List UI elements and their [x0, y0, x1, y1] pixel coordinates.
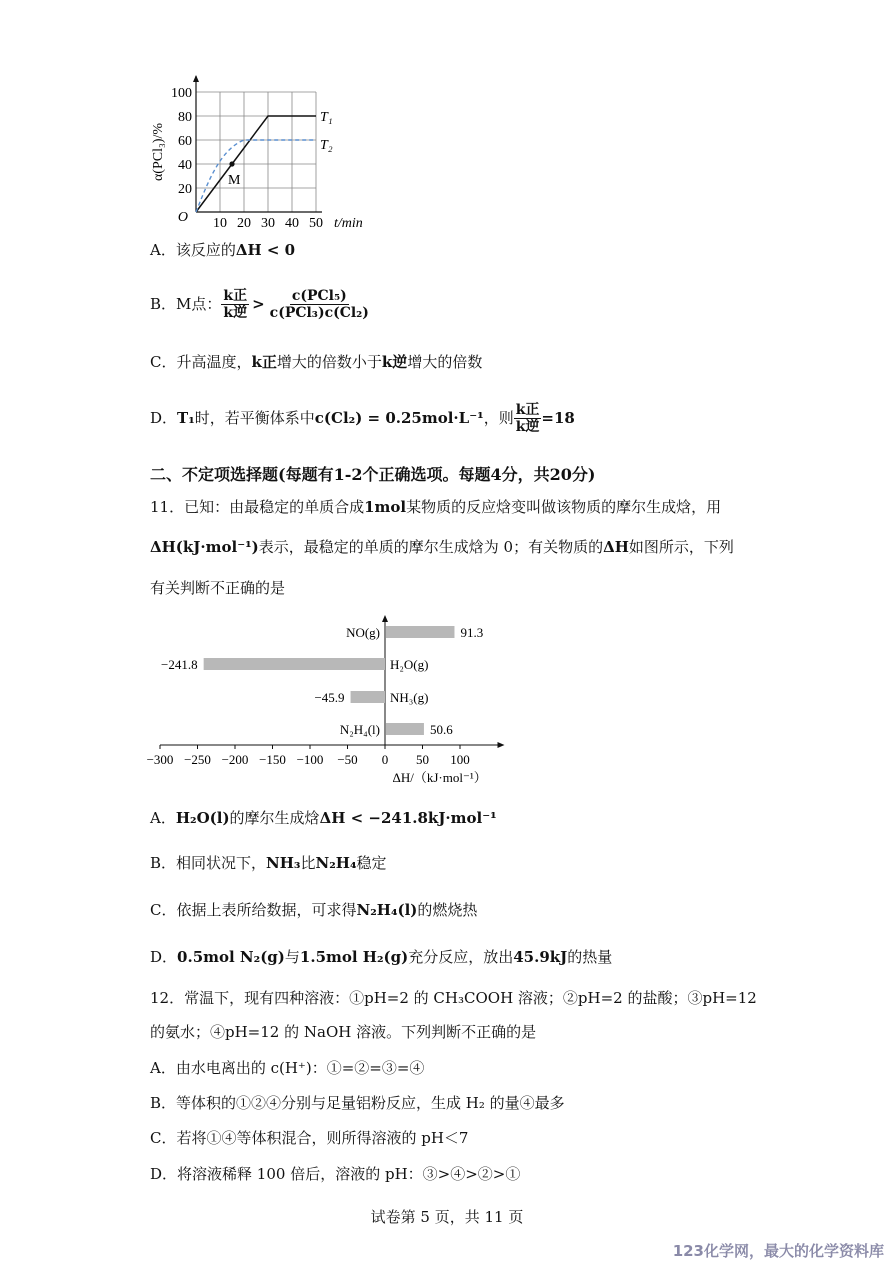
x-tick-label: −50: [337, 752, 358, 767]
value-label: −45.9: [314, 690, 345, 705]
value-label: 91.3: [460, 625, 484, 640]
q10-c-text: C．升高温度，: [150, 353, 252, 371]
q10-a-formula: ΔH < 0: [235, 241, 296, 259]
q11-b-f2: N₂H₄: [315, 854, 357, 872]
q11-option-d[interactable]: [150, 947, 612, 967]
bar-1: [204, 658, 385, 670]
q11-b-suffix: 稳定: [356, 854, 387, 872]
q11-stem-line2: ΔH(kJ·mol⁻¹)表示，最稳定的单质的摩尔生成焓为 0；有关物质的ΔH如图所示，下列: [150, 538, 734, 556]
q10-d-conc: c(Cl₂) = 0.25mol·L⁻¹: [314, 409, 484, 427]
category-label: H₂O(g): [390, 657, 429, 672]
x-axis-arrow: [498, 742, 505, 748]
category-label: NH₃(g): [390, 690, 429, 705]
q10-d-mid: 时，若平衡体系中: [194, 409, 315, 427]
q10-a-text: A．该反应的: [150, 241, 236, 259]
q11-b-prefix: B．相同状况下，: [150, 854, 267, 872]
bar-3: [386, 723, 424, 735]
x-tick-label: 40: [285, 216, 299, 231]
q10-option-a[interactable]: [150, 240, 295, 260]
q10-b-rhs-fraction: $\frac{\text{c(PCl₅)}}{\text{c(PCl₃)c(Cl₂)}}$: [269, 287, 369, 321]
q10-d-prefix: D．: [150, 409, 178, 427]
q10-c-k1: k正: [251, 353, 277, 371]
q11-stem-line1: 11．已知：由最稳定的单质合成1mol某物质的反应焓变叫做该物质的摩尔生成焓，用: [150, 498, 722, 516]
category-label: N₂H₄(l): [339, 722, 380, 737]
bar-0: [386, 626, 454, 638]
series-t2-label: T₂: [320, 138, 333, 153]
value-label: 50.6: [429, 722, 453, 737]
point-m: [229, 161, 234, 166]
q11-option-c[interactable]: [150, 900, 477, 920]
x-tick-label: −250: [184, 752, 211, 767]
category-label: NO(g): [346, 625, 380, 640]
q11-stem-line3: 有关判断不正确的是: [150, 579, 286, 597]
x-tick-label: 50: [309, 216, 323, 231]
q10-d-fraction: $\frac{\text{k正}}{\text{k逆}}$: [515, 401, 540, 435]
watermark: 123化学网，最大的化学资料库: [672, 1242, 884, 1260]
q11-d-f1: 0.5mol N₂(g): [177, 948, 285, 966]
q11-d-suffix: 的热量: [567, 948, 613, 966]
q10-c-k2: k逆: [381, 353, 408, 371]
q12-option-a[interactable]: A．由水电离出的 c(H⁺)：①=②=③=④: [150, 1059, 425, 1077]
q10-c-suffix: 增大的倍数: [407, 353, 483, 371]
y-axis-arrow: [382, 615, 388, 622]
q11-c-suffix: 的燃烧热: [417, 901, 478, 919]
q11-a-f1: H₂O(l): [175, 809, 230, 827]
q12-option-b[interactable]: B．等体积的①②④分别与足量铝粉反应，生成 H₂ 的量④最多: [150, 1094, 565, 1112]
q11-b-f1: NH₃: [266, 854, 301, 872]
x-tick-label: 20: [237, 216, 251, 231]
x-axis-label: t/min: [334, 216, 363, 231]
series-t2-line: [196, 140, 316, 212]
y-tick-label: 20: [178, 182, 192, 197]
q10-c-mid: 增大的倍数小于: [276, 353, 382, 371]
x-tick-label: 100: [450, 752, 470, 767]
q11-d-mid2: 充分反应，放出: [408, 948, 514, 966]
x-tick-label: 0: [381, 752, 389, 767]
q10-d-eq: =18: [541, 409, 575, 427]
x-tick-label: −100: [296, 752, 324, 767]
q11-d-f2: 1.5mol H₂(g): [299, 948, 409, 966]
x-tick-label: 50: [416, 752, 429, 767]
q10-option-b[interactable]: [150, 282, 371, 326]
q12-option-c[interactable]: C．若将①④等体积混合，则所得溶液的 pH＜7: [150, 1129, 469, 1147]
q10-d-t1: T₁: [177, 409, 195, 427]
q10-d-mid2: ，则: [483, 409, 514, 427]
q11-c-prefix: C．依据上表所给数据，可求得: [150, 901, 357, 919]
q11-a-mid: 的摩尔生成焓: [229, 809, 320, 827]
y-tick-label: 40: [178, 158, 192, 173]
q10-b-operator: >: [252, 295, 265, 313]
series-t1-label: T₁: [320, 110, 333, 125]
x-tick-label: 10: [213, 216, 227, 231]
y-tick-label: 80: [178, 110, 192, 125]
q10-b-lhs-fraction: $\frac{\text{k正}}{\text{k逆}}$: [223, 287, 248, 321]
enthalpy-bar-chart: [140, 612, 540, 787]
y-axis-arrow: [193, 75, 199, 82]
x-tick-label: −300: [146, 752, 174, 767]
point-m-label: M: [228, 173, 241, 188]
x-tick-label: −150: [259, 752, 286, 767]
q11-a-f2: ΔH < −241.8kJ·mol⁻¹: [319, 809, 497, 827]
bar-2: [351, 691, 385, 703]
y-axis-label: α(PCl₃)/%: [151, 122, 166, 182]
q11-a-prefix: A．: [150, 809, 176, 827]
q12-stem-line1: 12．常温下，现有四种溶液：①pH=2 的 CH₃COOH 溶液；②pH=2 的盐酸；③pH=12: [150, 989, 757, 1007]
q11-d-f3: 45.9kJ: [513, 948, 568, 966]
q12-stem-line2: 的氨水；④pH=12 的 NaOH 溶液。下列判断不正确的是: [150, 1023, 537, 1041]
x-tick-label: 30: [261, 216, 275, 231]
section-heading: 二、不定项选择题(每题有1-2个正确选项。每题4分，共20分): [150, 465, 596, 484]
q10-b-text: B．M点：: [150, 295, 222, 313]
q10-option-c[interactable]: [150, 352, 482, 372]
x-axis-label: ΔH/（kJ·mol⁻¹）: [392, 770, 487, 785]
q11-option-a[interactable]: [150, 808, 497, 828]
value-label: −241.8: [161, 657, 198, 672]
page-footer: 试卷第 5 页，共 11 页: [370, 1208, 524, 1226]
x-tick-label: −200: [221, 752, 249, 767]
conversion-time-chart: [150, 72, 380, 237]
y-tick-label: 60: [178, 134, 192, 149]
q12-option-d[interactable]: D．将溶液稀释 100 倍后，溶液的 pH：③>④>②>①: [150, 1165, 521, 1183]
y-tick-label: 100: [171, 86, 192, 101]
q11-b-mid: 比: [300, 854, 316, 872]
origin-label: O: [177, 210, 188, 225]
q10-option-d[interactable]: [150, 396, 575, 440]
q11-d-mid: 与: [284, 948, 300, 966]
q11-option-b[interactable]: [150, 853, 387, 873]
q11-d-prefix: D．: [150, 948, 178, 966]
q11-c-f1: N₂H₄(l): [356, 901, 418, 919]
